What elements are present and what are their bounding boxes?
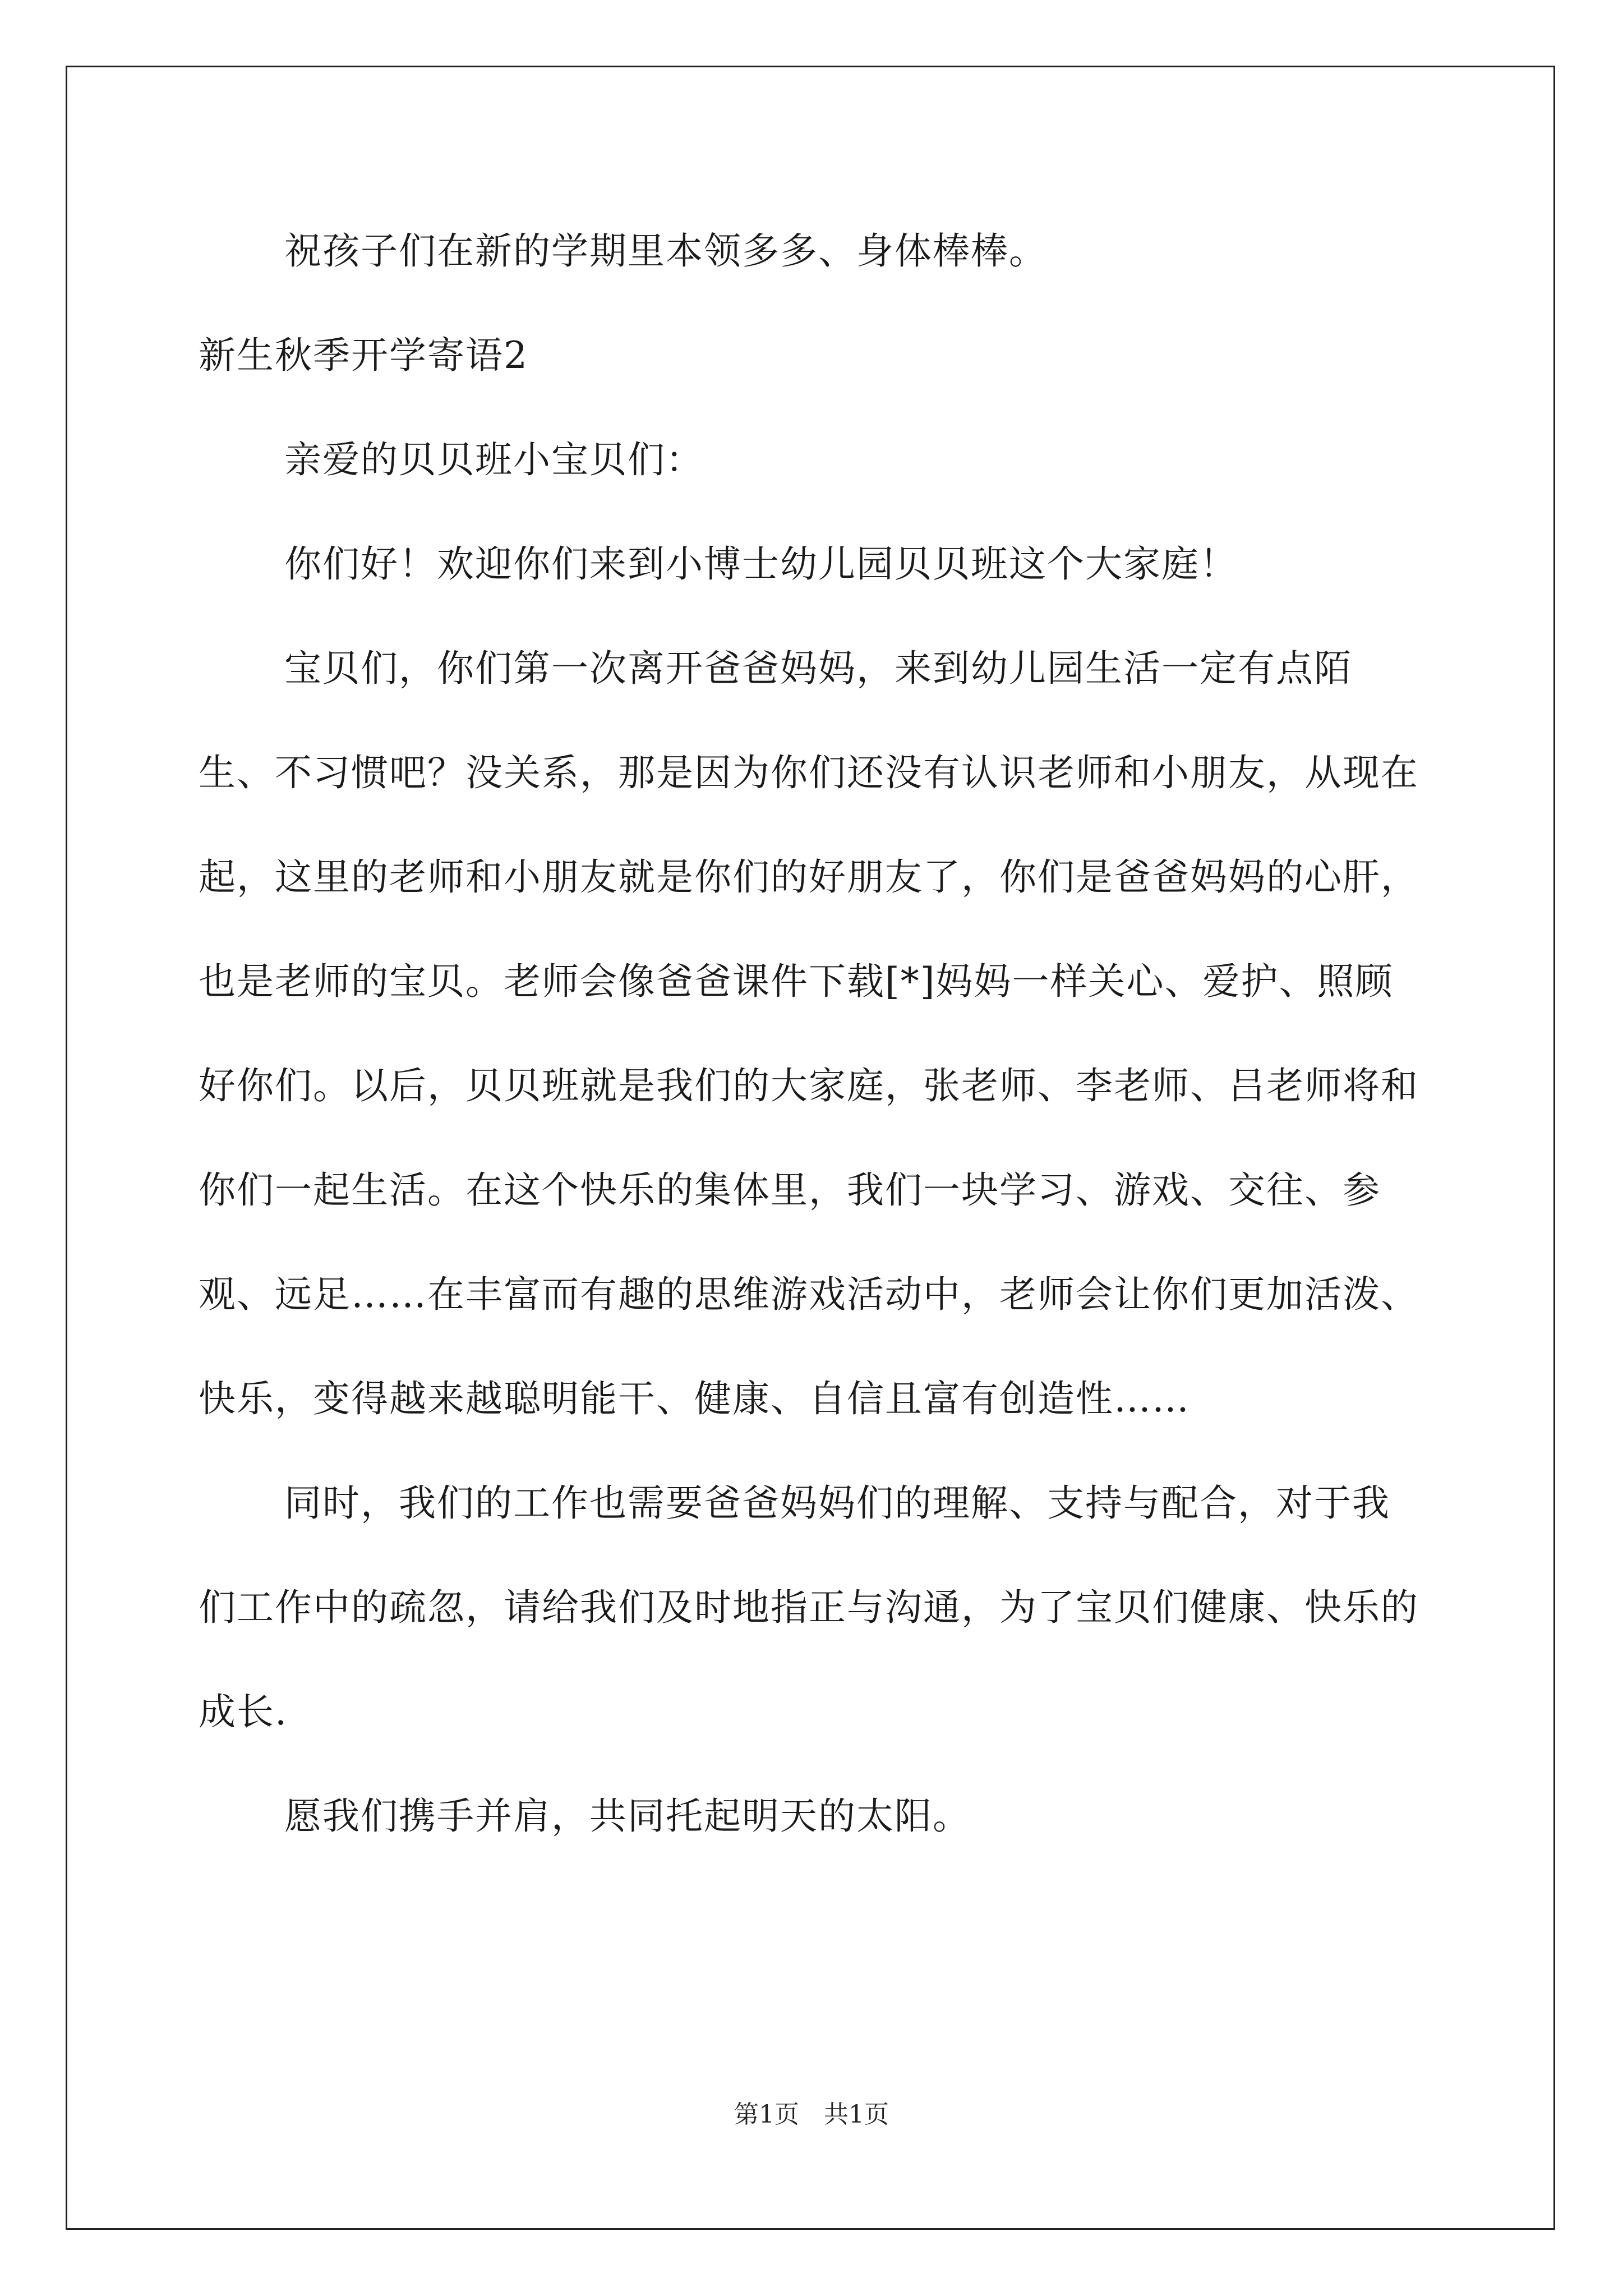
document-body — [199, 199, 1427, 1869]
page-footer: 第1页 共1页 — [734, 2100, 889, 2129]
section-title: 新生秋季开学寄语2 — [199, 334, 528, 377]
paragraph-greeting: 你们好！欢迎你们来到小博士幼儿园贝贝班这个大家庭！ — [284, 542, 1238, 586]
paragraph-salutation: 亲爱的贝贝班小宝贝们： — [284, 438, 704, 481]
paragraph-parents-request: 同时，我们的工作也需要爸爸妈妈们的理解、支持与配合，对于我们工作中的疏忽，请给我们及时地指正与沟通，为了宝贝们健康、快乐的成长. — [199, 1481, 1419, 1733]
paragraph-closing: 愿我们携手并肩，共同托起明天的太阳。 — [284, 1795, 971, 1838]
paragraph-closing-wish: 祝孩子们在新的学期里本领多多、身体棒棒。 — [284, 229, 1047, 273]
paragraph-body-main: 宝贝们，你们第一次离开爸爸妈妈，来到幼儿园生活一定有点陌生、不习惯吧？没关系，那是因为你们还没有认识老师和小朋友，从现在起，这里的老师和小朋友就是你们的好朋友了，你们是爸爸妈妈的心肝，也是老师的宝贝。老师会像爸爸课件下载[*]妈妈一样关心、爱护、照顾好你们。以后，贝贝班就是我们的大家庭，张老师、李老师、吕老师将和你们一起生活。在这个快乐的集体里，我们一块学习、游戏、交往、参观、远足……在丰富而有趣的思维游戏活动中，老师会让你们更加活泼、快乐，变得越来越聪明能干、健康、自信且富有创造性…… — [199, 647, 1419, 1420]
